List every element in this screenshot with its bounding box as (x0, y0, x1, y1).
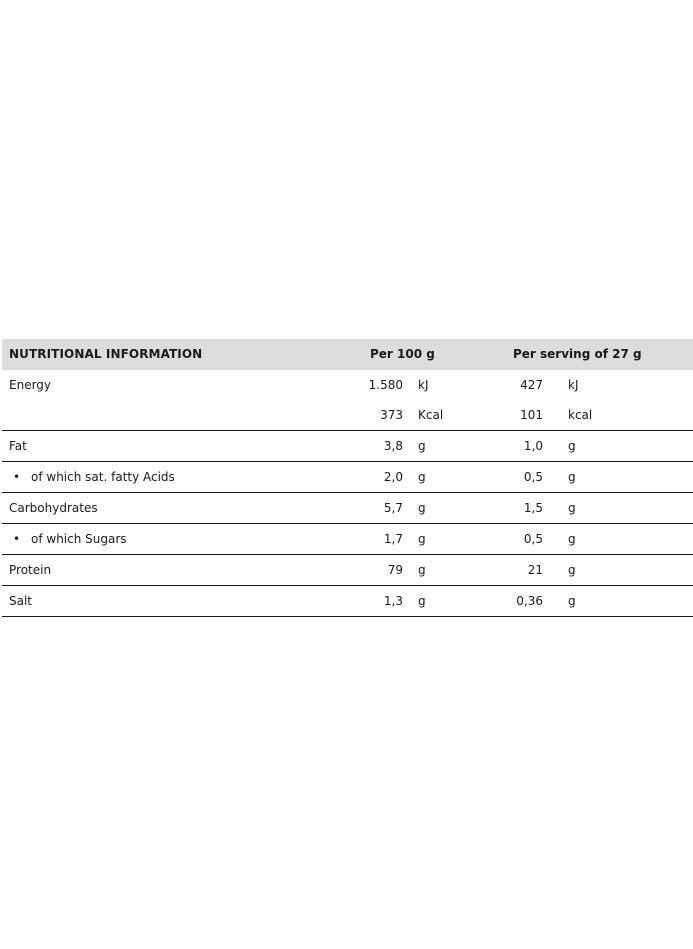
row-label: Carbohydrates (9, 501, 98, 515)
value-per-serving: 1,0 (523, 439, 543, 453)
value-per-100: 2,0 (383, 470, 403, 484)
value-per-serving: 427 (520, 378, 543, 392)
value-per-100: 1,3 (383, 594, 403, 608)
row-label: Energy (9, 378, 52, 392)
nutrition-table (2, 339, 693, 617)
row-label: Salt (9, 594, 33, 608)
bullet-icon: • (13, 470, 21, 484)
value-per-serving: 1,5 (523, 501, 543, 515)
row-label: of which Sugars (31, 532, 127, 546)
value-per-serving: 0,36 (516, 594, 543, 608)
value-per-100: 79 (387, 563, 403, 577)
row-label: Fat (9, 439, 27, 453)
value-per-serving: 101 (520, 408, 543, 422)
unit-per-100: g (418, 470, 426, 484)
table-row-saturated-fat (2, 462, 693, 493)
value-per-100: 3,8 (383, 439, 403, 453)
unit-per-100: g (418, 532, 426, 546)
table-row-sugars (2, 524, 693, 555)
bullet-icon: • (13, 532, 21, 546)
unit-per-100: g (418, 439, 426, 453)
value-per-100: 373 (380, 408, 403, 422)
unit-per-100: kJ (418, 378, 429, 392)
value-per-serving: 0,5 (523, 470, 543, 484)
value-per-serving: 0,5 (523, 532, 543, 546)
unit-per-100: Kcal (418, 408, 444, 422)
unit-per-serving: g (568, 501, 576, 515)
table-row-energy-kcal (2, 400, 693, 431)
unit-per-serving: g (568, 594, 576, 608)
unit-per-serving: kcal (568, 408, 593, 422)
header-per-100: Per 100 g (370, 347, 435, 361)
table-row-protein (2, 555, 693, 586)
unit-per-serving: g (568, 470, 576, 484)
table-row-salt (2, 586, 693, 617)
value-per-serving: 21 (527, 563, 543, 577)
unit-per-100: g (418, 501, 426, 515)
header-label: NUTRITIONAL INFORMATION (9, 347, 203, 361)
unit-per-serving: kJ (568, 378, 579, 392)
table-row-energy-kj (2, 370, 693, 400)
unit-per-serving: g (568, 563, 576, 577)
table-row-fat (2, 431, 693, 462)
row-label: of which sat. fatty Acids (31, 470, 175, 484)
value-per-100: 5,7 (383, 501, 403, 515)
table-header (2, 339, 693, 370)
unit-per-100: g (418, 594, 426, 608)
value-per-100: 1,7 (383, 532, 403, 546)
unit-per-serving: g (568, 439, 576, 453)
unit-per-100: g (418, 563, 426, 577)
unit-per-serving: g (568, 532, 576, 546)
table-row-carbohydrates (2, 493, 693, 524)
header-per-serving: Per serving of 27 g (513, 347, 642, 361)
value-per-100: 1.580 (368, 378, 403, 392)
row-label: Protein (9, 563, 52, 577)
